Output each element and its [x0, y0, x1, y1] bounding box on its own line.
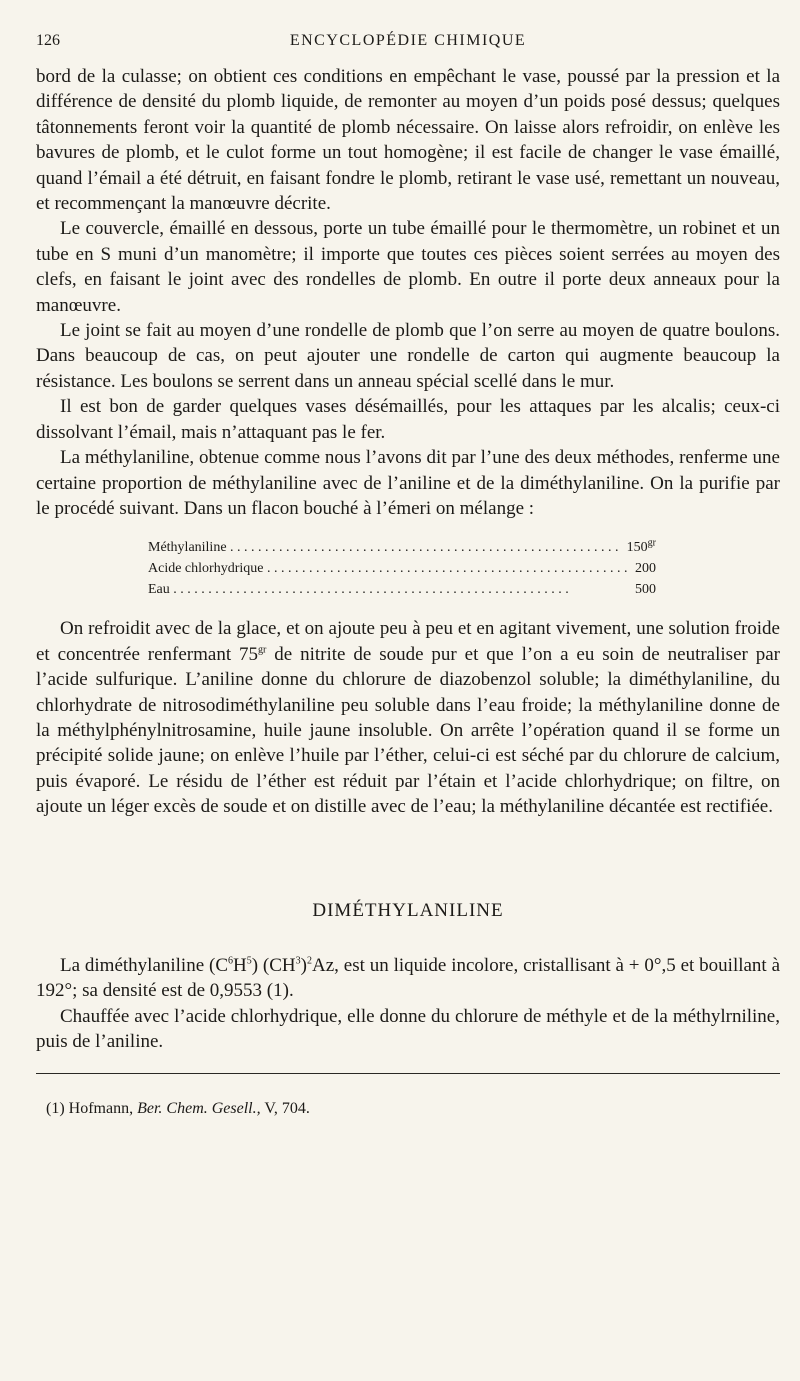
paragraph: On refroidit avec de la glace, et on ajoute peu à peu et en agitant vivement, une solution froide et concentrée renfermant $75^{gr}$ de nitrite de soude pur et que l’on a eu soin de neutraliser par l’acide sulfurique. L’aniline donne du chlorure de diazobenzol soluble; la diméthylaniline, du chlorhydrate de nitrosodiméthylaniline peu soluble dans l’eau froide; la méthylaniline donne de la méthylphénylnitrosamine, huile jaune insoluble. On arrête l’opération quand il se forme un précipité solide jaune; on enlève l’huile par l’éther, celui-ci est séché par du chlorure de calcium, puis évaporé. Le résidu de l’éther est réduit par l’étain et l’acide chlorhydrique; on filtre, on ajoute un léger excès de soude et on distille avec de l’eau; la méthylaniline décantée est rectifiée. [36, 618, 780, 818]
paragraph: Il est bon de garder quelques vases désémaillés, pour les attaques par les alcalis; ceux-ci dissolvant l’émail, mais n’attaquant pas le fer. [36, 396, 780, 443]
table-row [148, 537, 656, 558]
body-text [36, 64, 780, 1055]
paragraph: Le joint se fait au moyen d’une rondelle de plomb que l’on serre au moyen de quatre boulons. Dans beaucoup de cas, on peut ajouter une rondelle de carton qui augmente beaucoup la résistance. Les boulons se serrent dans un anneau spécial scellé dans le mur. [36, 320, 780, 392]
paragraph: Le couvercle, émaillé en dessous, porte un tube émaillé pour le thermomètre, un robinet et un tube en S muni d’un manomètre; il importe que toutes ces pièces soient serrées au moyen des clefs, en faisant le joint avec des rondelles de plomb. En outre il porte deux anneaux pour la manœuvre. [36, 218, 780, 316]
table-row [148, 579, 656, 600]
paragraph: La méthylaniline, obtenue comme nous l’avons dit par l’une des deux méthodes, renferme une certaine proportion de méthylaniline avec de l’aniline et de la diméthylaniline. On la purifie par le procédé suivant. Dans un flacon bouché à l’émeri on mélange : [36, 447, 780, 519]
footnote-divider [36, 1073, 780, 1074]
row-label: Méthylaniline . . . [148, 537, 619, 558]
page [36, 30, 780, 1118]
table-row [148, 558, 656, 579]
page-number: 126 [36, 32, 60, 49]
row-value: 200 [627, 558, 656, 579]
row-value: $150^{gr}$ [619, 537, 656, 558]
running-title: ENCYCLOPÉDIE CHIMIQUE [289, 32, 527, 49]
row-label: Acide chlorhydrique . . . [148, 558, 627, 579]
paragraph: bord de la culasse; on obtient ces conditions en empêchant le vase, poussé par la pression et la différence de densité du plomb liquide, de remonter au moyen d’un poids posé dessus; quelques tâtonnements feront voir la quantité de plomb nécessaire. On laisse alors refroidir, on enlève les bavures de plomb, et le culot forme un tout homogène; il est facile de changer le vase émaillé, quand l’émail a été détruit, en faisant fondre le plomb, retirant le vase usé, remettant un nouveau, et recommençant la manœuvre décrite. [36, 66, 780, 215]
section-title: DIMÉTHYLANILINE [312, 899, 504, 921]
paragraph: La diméthylaniline $(C^6H^5)$ $(CH^3)^2Az$, est un liquide incolore, cristallisant à + 0°,5 et bouillant à 192°; sa densité est de 0,9553 (1). [36, 954, 780, 1002]
mixture-table [148, 537, 656, 600]
footnote: (1) Hofmann, Ber. Chem. Gesell., V, 704. [46, 1099, 310, 1117]
paragraph: Chauffée avec l’acide chlorhydrique, elle donne du chlorure de méthyle et de la méthylrniline, puis de l’aniline. [36, 1005, 780, 1053]
row-value: 500 [627, 579, 656, 600]
page-header [36, 30, 780, 54]
row-label: Eau . . . [148, 579, 627, 600]
